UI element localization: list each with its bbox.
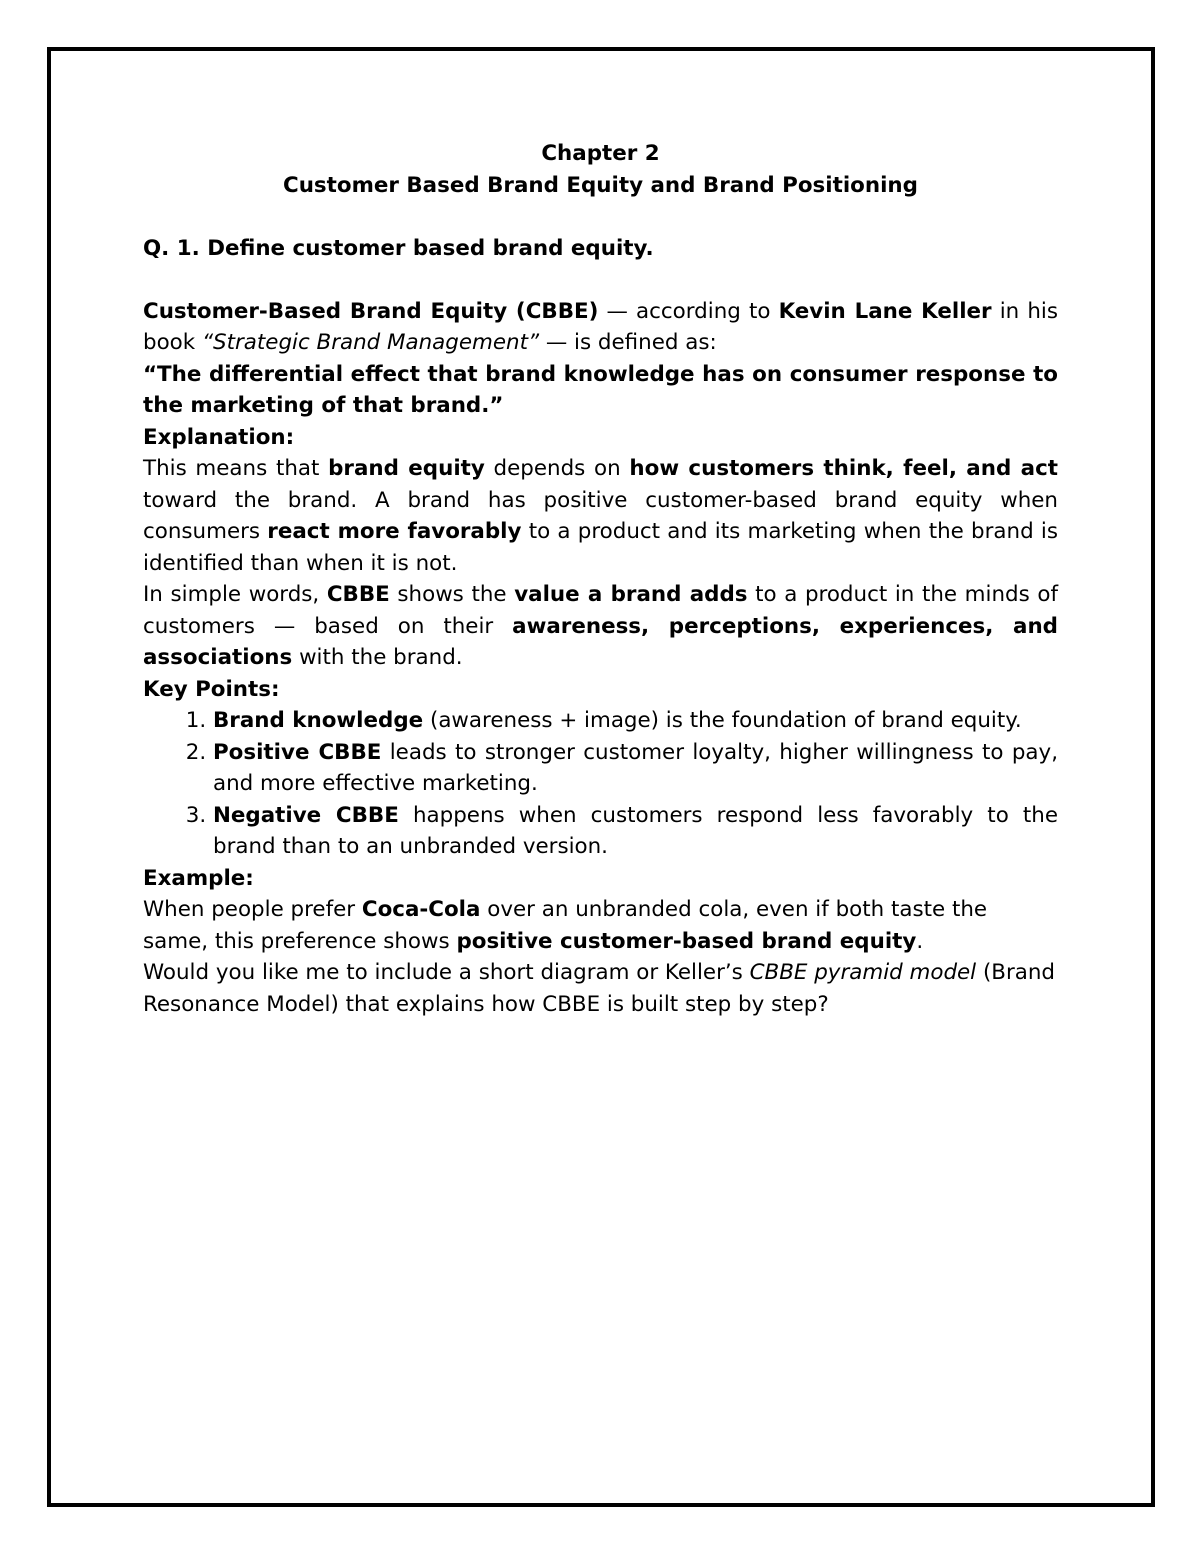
- bold-run: value a brand adds: [514, 582, 748, 607]
- text-run: with the brand.: [292, 645, 463, 670]
- text-run: to a product in the minds of customers — based on their: [143, 582, 1058, 639]
- bold-run: positive customer-based brand equity: [456, 928, 917, 954]
- book-title: “Strategic Brand Management”: [201, 330, 540, 355]
- definition-paragraph: [143, 296, 1058, 359]
- author-name: Kevin Lane Keller: [778, 298, 992, 324]
- list-item: [213, 800, 1058, 863]
- definition-text-2: in his book: [143, 298, 1058, 355]
- definition-quote: [143, 359, 1058, 422]
- bold-run: how customers think, feel, and act: [629, 456, 1058, 481]
- list-item-text: happens when customers respond less favorably to the brand than to an unbranded version.: [213, 802, 1059, 859]
- text-run: depends on: [484, 456, 630, 481]
- text-run: .: [916, 928, 924, 954]
- text-run: When people prefer: [143, 897, 362, 922]
- list-item-text: (awareness + image) is the foundation of brand equity.: [423, 708, 1022, 733]
- text-run: (Brand Resonance Model) that explains how CBBE is built step by step?: [143, 960, 1055, 1017]
- italic-run: CBBE pyramid model: [749, 960, 977, 985]
- list-item-text: leads to stronger customer loyalty, higher willingness to pay, and more effective marketing.: [213, 739, 1058, 796]
- closing-paragraph: [143, 957, 1058, 1020]
- list-item: [213, 737, 1058, 800]
- list-item-bold: Positive CBBE: [213, 739, 382, 765]
- text-run: This means that: [143, 456, 329, 481]
- list-item: [213, 705, 1058, 737]
- cbbe-term: Customer-Based Brand Equity (CBBE): [143, 298, 599, 324]
- question-heading: Q. 1. Define customer based brand equity.: [143, 235, 654, 261]
- document-body: [143, 138, 1058, 1020]
- explanation-paragraph-2: [143, 579, 1058, 674]
- chapter-label: Chapter 2: [541, 141, 660, 166]
- list-item-bold: Brand knowledge: [213, 708, 424, 733]
- definition-quote-text: “The differential effect that brand knowledge has on consumer response to the marketing of that brand.”: [143, 361, 1058, 418]
- text-run: shows the: [389, 582, 515, 607]
- chapter-title: Customer Based Brand Equity and Brand Positioning: [283, 172, 918, 198]
- key-points-list: [143, 705, 1058, 863]
- bold-run: react more favorably: [267, 519, 522, 544]
- bold-run: CBBE: [326, 582, 390, 607]
- explanation-paragraph-1: [143, 453, 1058, 579]
- list-item-bold: Negative CBBE: [213, 802, 399, 828]
- text-run: Would you like me to include a short diagram or Keller’s: [143, 960, 750, 985]
- text-run: In simple words,: [143, 582, 327, 607]
- bold-run: Coca-Cola: [361, 897, 481, 922]
- definition-text-1: — according to: [598, 298, 779, 324]
- text-run: toward the brand. A brand has positive customer-based brand equity when consumers: [143, 487, 1058, 544]
- explanation-heading: Explanation:: [143, 424, 295, 450]
- definition-text-3: — is defined as:: [539, 330, 717, 355]
- example-paragraph: [143, 894, 1058, 957]
- example-heading: Example:: [143, 865, 254, 891]
- bold-run: brand equity: [328, 456, 485, 481]
- text-run: to a product and its marketing when the brand is identified than when it is not.: [143, 519, 1059, 576]
- bold-run: awareness, perceptions, experiences, and associations: [143, 613, 1058, 670]
- text-run: over an unbranded cola, even if both taste the same, this preference shows: [143, 897, 988, 954]
- key-points-heading: Key Points:: [143, 676, 280, 702]
